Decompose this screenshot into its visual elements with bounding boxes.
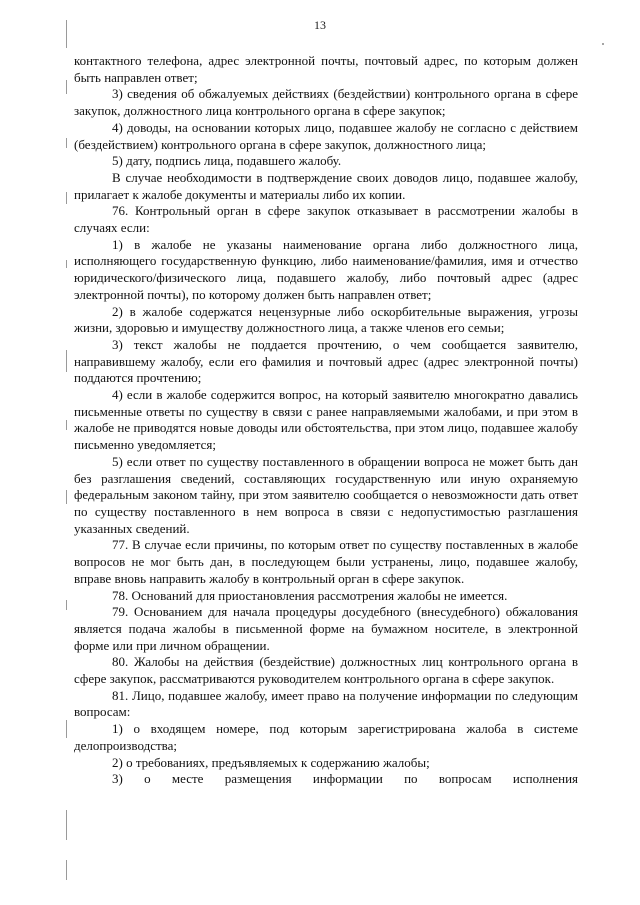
paragraph: контактного телефона, адрес электронной почты, почтовый адрес, по которым должен быть направлен ответ;: [74, 53, 578, 85]
paragraph: 3) сведения об обжалуемых действиях (бездействии) контрольного органа в сфере закупок, должностного лица контрольного органа в сфере закупок;: [74, 86, 578, 119]
paragraph: В случае необходимости в подтверждение своих доводов лицо, подавшее жалобу, прилагает к жалобе документы и материалы либо их копии.: [74, 169, 578, 202]
paragraph: 2) о требованиях, предъявляемых к содержанию жалобы;: [112, 754, 430, 770]
paragraph: 5) дату, подпись лица, подавшего жалобу.: [112, 153, 342, 169]
paragraph: 80. Жалобы на действия (бездействие) должностных лиц контрольного органа в сфере закупок, рассматриваются руководителем контрольного органа в сфере закупок.: [74, 654, 578, 687]
paragraph: 1) в жалобе не указаны наименование органа либо должностного лица, исполняющего государственную функцию, либо наименование/фамилия, имя и отчество юридического/физического лица, подавшего жалобу, либо почтовый адрес (адрес электронной почты), по которому должен быть направлен ответ;: [74, 236, 578, 302]
paragraph: 1) о входящем номере, под которым зарегистрирована жалоба в системе делопроизводства;: [74, 721, 578, 753]
paragraph: 79. Основанием для начала процедуры досудебного (внесудебного) обжалования является подача жалобы в письменной форме на бумажном носителе, в электронной форме или при личном обращении.: [74, 604, 578, 653]
page-number: 13: [314, 18, 326, 32]
scan-speck: [602, 43, 604, 45]
paragraph: 4) если в жалобе содержится вопрос, на который заявителю многократно давались письменные ответы по существу в связи с ранее направляемыми жалобами, и при этом в жалобе не приводятся новые доводы или обстоятельства, при этом лицо, подавшее жалобу письменно уведомляется;: [74, 387, 578, 453]
paragraph: 3) текст жалобы не поддается прочтению, о чем сообщается заявителю, направившему жалобу, если его фамилия и почтовый адрес (адрес электронной почты) поддаются прочтению;: [74, 336, 578, 386]
paragraph: 5) если ответ по существу поставленного в обращении вопроса не может быть дан без разглашения сведений, составляющих государственную или иную охраняемую федеральным законом тайну, при этом заявителю сообщается о невозможности дать ответ по существу поставленного в нем вопроса в связи с недопустимостью разглашения указанных сведений.: [74, 453, 578, 536]
paragraph: 3) о месте размещения информации по вопросам исполнения: [112, 771, 578, 787]
paragraph: 78. Оснований для приостановления рассмотрения жалобы не имеется.: [112, 587, 508, 603]
paragraph: 76. Контрольный орган в сфере закупок отказывает в рассмотрении жалобы в случаях если:: [74, 203, 578, 236]
body-text: [74, 53, 578, 788]
paragraph: 2) в жалобе содержатся нецензурные либо оскорбительные выражения, угрозы жизни, здоровью и имуществу должностного лица, а также членов его семьи;: [74, 303, 578, 336]
paragraph: 4) доводы, на основании которых лицо, подавшее жалобу не согласно с действием (бездействием) контрольного органа в сфере закупок, должностного лица;: [74, 119, 578, 152]
paragraph: 77. В случае если причины, по которым ответ по существу поставленных в жалобе вопросов не мог быть дан, в последующем были устранены, лицо, подавшее жалобу, вправе вновь направить жалобу в контрольный орган в сфере закупок.: [74, 537, 578, 586]
paragraph: 81. Лицо, подавшее жалобу, имеет право на получение информации по следующим вопросам:: [74, 687, 578, 720]
scan-margin-marks: [66, 20, 68, 890]
